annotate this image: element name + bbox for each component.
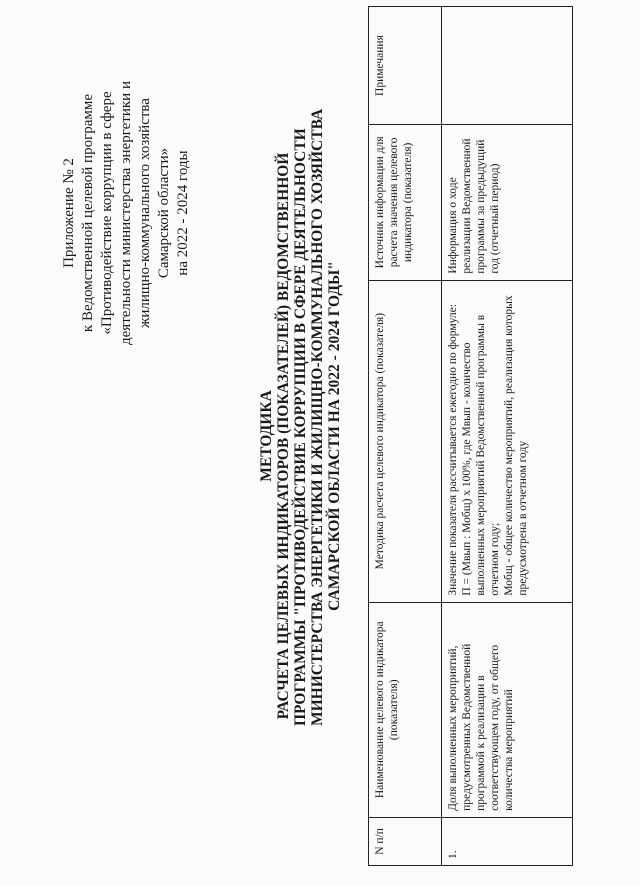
indicators-table bbox=[368, 6, 573, 866]
appendix-line: Самарской области» bbox=[156, 147, 172, 279]
cell-method bbox=[442, 280, 573, 602]
appendix-line: жилищно-коммунального хозяйства bbox=[137, 98, 153, 328]
table-row bbox=[442, 7, 573, 866]
cell-source: Информация о ходе реализации Ведомственной программы за предыдущий год (отчетный период) bbox=[442, 125, 573, 281]
appendix-line: Приложение № 2 bbox=[61, 158, 77, 268]
cell-num: 1. bbox=[442, 817, 573, 865]
header-name: Наименование целевого индикатора (показателя) bbox=[369, 602, 442, 817]
appendix-line: к Ведомственной целевой программе bbox=[80, 93, 96, 333]
table-header-row bbox=[369, 7, 442, 866]
title-line: ПРОГРАММЫ "ПРОТИВОДЕЙСТВИЕ КОРРУПЦИИ В СФЕРЕ ДЕЯТЕЛЬНОСТИ bbox=[292, 128, 309, 726]
title-line: САМАРСКОЙ ОБЛАСТИ НА 2022 - 2024 ГОДЫ" bbox=[326, 261, 343, 611]
title-line: МЕТОДИКА bbox=[258, 390, 275, 482]
appendix-header bbox=[60, 48, 193, 378]
header-note: Примечания bbox=[369, 7, 442, 125]
appendix-line: деятельности министерства энергетики и bbox=[118, 81, 134, 345]
method-line: Значение показателя рассчитывается ежегодно по формуле: bbox=[447, 304, 459, 596]
cell-name: Доля выполненных мероприятий, предусмотренных Ведомственной программой к реализации в соответствующем году, от общего количества мероприятий bbox=[442, 602, 573, 817]
title-line: МИНИСТЕРСТВА ЭНЕРГЕТИКИ И ЖИЛИЩНО-КОММУНАЛЬНОГО ХОЗЯЙСТВА bbox=[309, 108, 326, 726]
appendix-line: на 2022 - 2024 годы bbox=[175, 150, 191, 276]
header-num: N п/п bbox=[369, 817, 442, 865]
appendix-line: «Противодействие коррупции в сфере bbox=[99, 91, 115, 335]
header-method: Методика расчета целевого индикатора (показателя) bbox=[369, 280, 442, 602]
title-line: РАСЧЕТА ЦЕЛЕВЫХ ИНДИКАТОРОВ (ПОКАЗАТЕЛЕЙ) ВЕДОМСТВЕННОЙ bbox=[275, 152, 292, 720]
header-source: Источник информации для расчета значения целевого индикатора (показателя) bbox=[369, 125, 442, 281]
method-line: П = (Мвып : Мобщ) x 100%, где Мвып - количество выполненных мероприятий Ведомственной программы в отчетном году; bbox=[461, 314, 501, 596]
cell-note bbox=[442, 7, 573, 125]
method-line: Мобщ - общее количество мероприятий, реализация которых предусмотрена в отчетном году bbox=[503, 295, 529, 596]
document-title bbox=[258, 108, 343, 726]
